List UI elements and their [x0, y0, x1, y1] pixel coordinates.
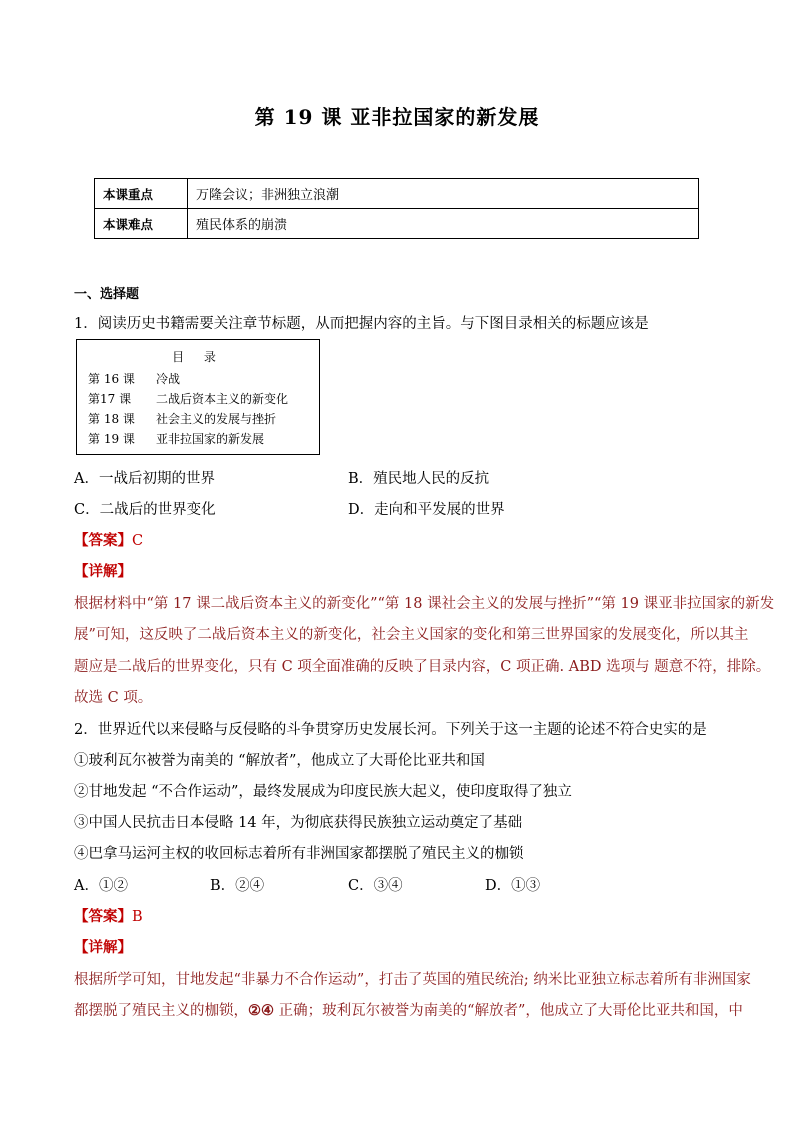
- q1-option-a: A．一战后初期的世界: [74, 471, 215, 487]
- toc-row-title: 社会主义的发展与挫折: [156, 412, 277, 426]
- toc-row-number: 第 18 课: [88, 412, 135, 426]
- toc-row: [88, 430, 264, 447]
- answer-value: B: [132, 909, 143, 925]
- q1-option-d: D．走向和平发展的世界: [348, 502, 505, 518]
- table-row: [95, 179, 699, 209]
- q1-explanation-line: 题应是二战后的世界变化，只有 C 项全面准确的反映了目录内容，C 项正确. ABD 选项与 题意不符，排除。: [74, 659, 771, 675]
- answer-value: C: [132, 533, 144, 549]
- q2-statement: ③中国人民抗击日本侵略 14 年，为彻底获得民族独立运动奠定了基础: [74, 815, 523, 831]
- table-row: [95, 209, 699, 239]
- toc-figure: [76, 339, 320, 455]
- q1-option-b: B．殖民地人民的反抗: [348, 471, 490, 487]
- toc-row-title: 冷战: [156, 372, 181, 386]
- question-2-stem: 2．世界近代以来侵略与反侵略的斗争贯穿历史发展长河。下列关于这一主题的论述不符合史实的是: [74, 722, 707, 738]
- answer-label: 【答案】: [74, 532, 132, 549]
- q2-explanation-line: [74, 999, 743, 1020]
- toc-row: [88, 390, 288, 407]
- keypoints-table: [94, 178, 699, 239]
- toc-row-title: 亚非拉国家的新发展: [156, 432, 265, 446]
- answer-label: 【答案】: [74, 908, 132, 925]
- explanation-text: 都摆脱了殖民主义的枷锁，: [74, 1003, 248, 1019]
- q2-option-b: B．②④: [210, 878, 265, 894]
- section-heading: 一、选择题: [74, 287, 140, 302]
- q2-option-d: D．①③: [485, 878, 541, 894]
- q2-answer: [74, 905, 143, 926]
- q1-option-c: C．二战后的世界变化: [74, 502, 216, 518]
- difficulty-value: 殖民体系的崩溃: [188, 209, 699, 239]
- q1-explanation-line: 故选 C 项。: [74, 690, 153, 706]
- q2-option-a: A．①②: [74, 878, 128, 894]
- toc-row-number: 第 19 课: [88, 432, 135, 446]
- q1-explanation-line: 展”可知，这反映了二战后资本主义的新变化，社会主义国家的变化和第三世界国家的发展变化，所以其主: [74, 627, 749, 643]
- q2-explanation-line: 根据所学可知，甘地发起“非暴力不合作运动”，打击了英国的殖民统治; 纳米比亚独立标志着所有非洲国家: [74, 972, 751, 988]
- toc-row-number: 第17 课: [88, 392, 132, 406]
- question-1-stem: 1．阅读历史书籍需要关注章节标题，从而把握内容的主旨。与下图目录相关的标题应该是: [74, 316, 649, 332]
- keypoint-label: 本课重点: [95, 179, 188, 209]
- explanation-emphasis: ②④: [248, 1002, 274, 1019]
- q1-answer: [74, 529, 143, 550]
- q1-explanation-line: 根据材料中“第 17 课二战后资本主义的新变化”“第 18 课社会主义的发展与挫折”“第 19 课亚非拉国家的新发: [74, 596, 775, 612]
- q2-detail-label: 【详解】: [74, 939, 132, 956]
- explanation-text: 正确；玻利瓦尔被誉为南美的“解放者”，他成立了大哥伦比亚共和国，中: [274, 1003, 743, 1019]
- toc-row: [88, 370, 180, 387]
- q2-statement: ②甘地发起 “不合作运动”，最终发展成为印度民族大起义，使印度取得了独立: [74, 784, 572, 800]
- difficulty-label: 本课难点: [95, 209, 188, 239]
- page-title: 第 19 课 亚非拉国家的新发展: [254, 105, 540, 129]
- toc-row: [88, 410, 276, 427]
- q1-detail-label: 【详解】: [74, 563, 132, 580]
- toc-row-title: 二战后资本主义的新变化: [156, 392, 289, 406]
- keypoint-value: 万隆会议；非洲独立浪潮: [188, 179, 699, 209]
- toc-row-number: 第 16 课: [88, 372, 135, 386]
- q2-statement: ①玻利瓦尔被誉为南美的 “解放者”，他成立了大哥伦比亚共和国: [74, 753, 485, 769]
- toc-heading: 目 录: [172, 350, 224, 364]
- q2-option-c: C．③④: [348, 878, 403, 894]
- q2-statement: ④巴拿马运河主权的收回标志着所有非洲国家都摆脱了殖民主义的枷锁: [74, 846, 524, 862]
